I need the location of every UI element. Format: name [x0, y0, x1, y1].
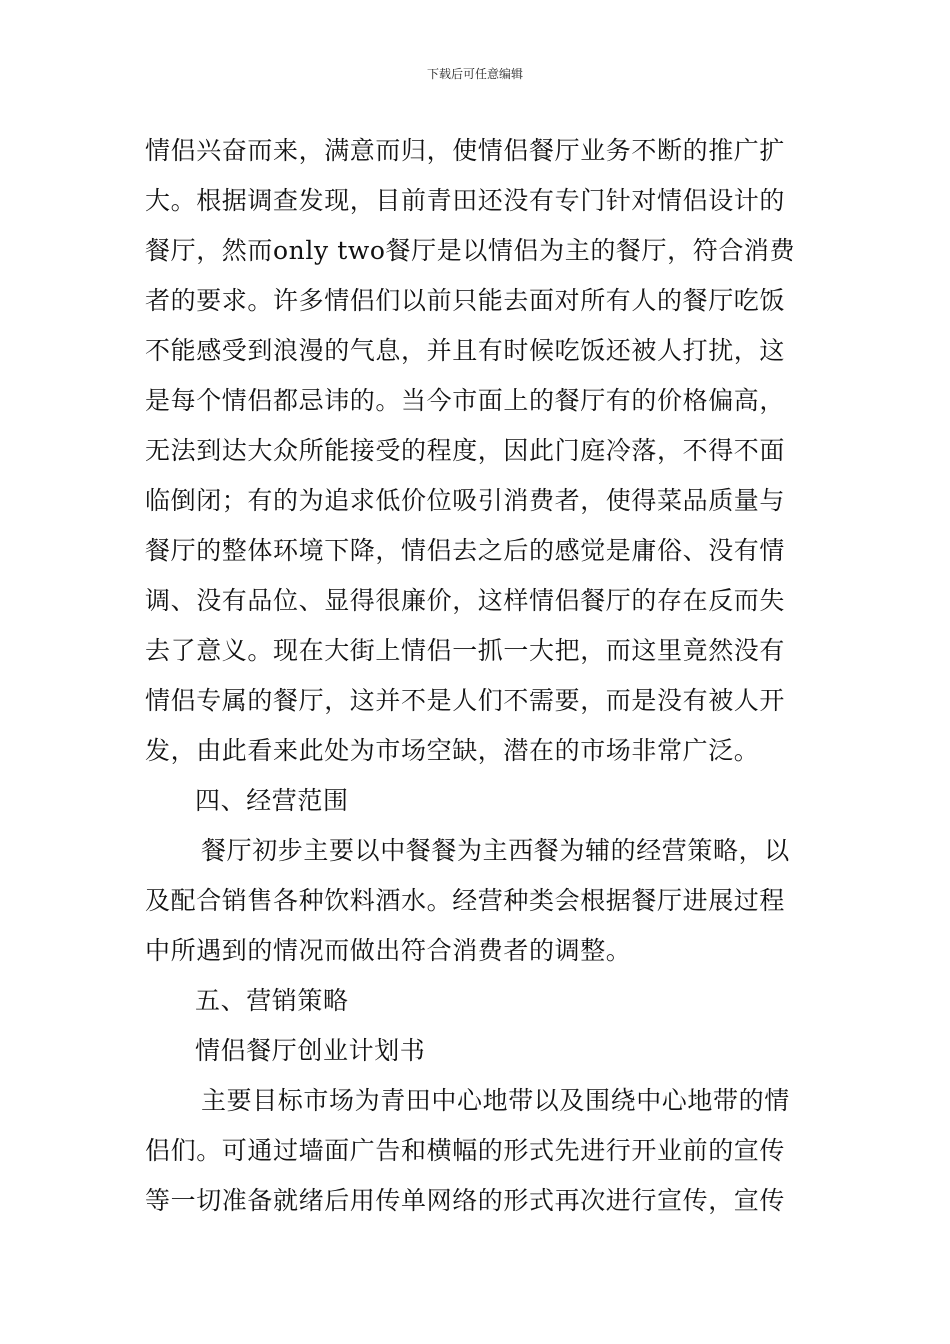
text-line: 餐厅的整体环境下降，情侣去之后的感觉是庸俗、没有情 — [145, 536, 786, 565]
text-line: 情侣兴奋而来，满意而归，使情侣餐厅业务不断的推广扩 — [145, 136, 786, 165]
text-line: 侣们。可通过墙面广告和横幅的形式先进行开业前的宣传 — [145, 1136, 786, 1165]
document-title-line: 情侣餐厅创业计划书 — [195, 1036, 426, 1065]
text-line: 是每个情侣都忌讳的。当今市面上的餐厅有的价格偏高， — [145, 386, 786, 415]
text-line: 大。根据调查发现，目前青田还没有专门针对情侣设计的 — [145, 186, 786, 215]
text-line: 餐厅，然而only two餐厅是以情侣为主的餐厅，符合消费 — [145, 236, 796, 265]
text-line: 不能感受到浪漫的气息，并且有时候吃饭还被人打扰，这 — [145, 336, 786, 365]
text-line: 餐厅初步主要以中餐餐为主西餐为辅的经营策略，以 — [201, 836, 790, 865]
page-header-note: 下载后可任意编辑 — [426, 67, 523, 81]
text-line: 调、没有品位、显得很廉价，这样情侣餐厅的存在反而失 — [145, 586, 786, 615]
section-heading-business-scope: 四、经营范围 — [195, 786, 349, 815]
text-line: 无法到达大众所能接受的程度，因此门庭冷落，不得不面 — [145, 436, 786, 465]
text-line: 中所遇到的情况而做出符合消费者的调整。 — [145, 936, 632, 965]
text-line: 情侣专属的餐厅，这并不是人们不需要，而是没有被人开 — [145, 686, 786, 715]
text-line: 去了意义。现在大街上情侣一抓一大把，而这里竟然没有 — [145, 636, 786, 665]
text-line: 者的要求。许多情侣们以前只能去面对所有人的餐厅吃饭 — [145, 286, 786, 315]
text-line: 及配合销售各种饮料酒水。经营种类会根据餐厅进展过程 — [145, 886, 786, 915]
section-heading-marketing-strategy: 五、营销策略 — [195, 986, 349, 1015]
document-body — [145, 126, 810, 1226]
text-line: 主要目标市场为青田中心地带以及围绕中心地带的情 — [201, 1086, 790, 1115]
text-line: 临倒闭；有的为追求低价位吸引消费者，使得菜品质量与 — [145, 486, 786, 515]
text-line: 等一切准备就绪后用传单网络的形式再次进行宣传，宣传 — [145, 1186, 786, 1215]
text-line: 发，由此看来此处为市场空缺，潜在的市场非常广泛。 — [145, 736, 760, 765]
